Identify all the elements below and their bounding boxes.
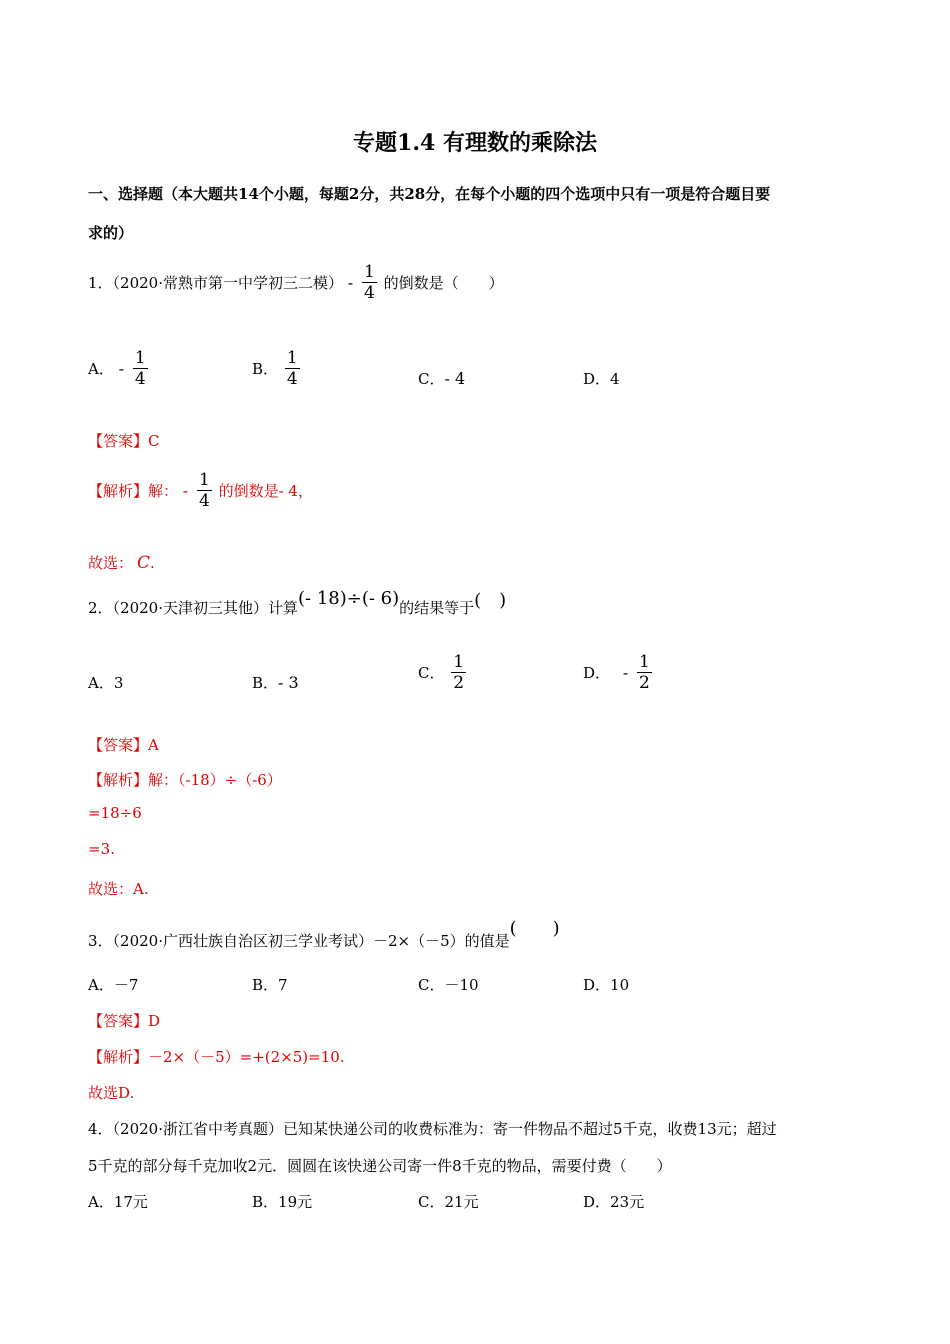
q1-option-a <box>88 348 150 389</box>
option-fraction <box>133 348 148 389</box>
q4-option-a: A．17元 <box>88 1193 148 1211</box>
fraction-numerator: 1 <box>198 470 210 490</box>
question-4-line-1: 4．（2020·浙江省中考真题）已知某快递公司的收费标准为：寄一件物品不超过5千克，收费13元；超过 <box>88 1120 777 1138</box>
question-1 <box>88 262 504 303</box>
fraction-denominator: 4 <box>198 491 210 511</box>
q1-option-b <box>252 348 302 389</box>
page-title: 专题1.4 有理数的乘除法 <box>353 130 597 156</box>
q3-option-a: A．－7 <box>88 976 139 994</box>
fraction-numerator: 1 <box>453 652 465 672</box>
q3-analysis: 【解析】－2×（－5）=+(2×5)=10. <box>88 1048 345 1066</box>
q1-answer: 【答案】C <box>88 432 160 450</box>
q2-analysis: 【解析】解：（-18）÷（-6） <box>88 771 282 789</box>
conclusion-label: 故选： <box>88 554 134 572</box>
q4-option-c: C．21元 <box>418 1193 479 1211</box>
q2-option-d <box>583 652 654 693</box>
analysis-label: 【解析】解： <box>88 482 179 500</box>
fraction-numerator: 1 <box>134 348 146 368</box>
question-2-expression: (- 18)÷(- 6) <box>298 588 400 609</box>
q3-option-c: C．－10 <box>418 976 479 994</box>
q2-option-c <box>418 652 468 693</box>
question-1-suffix: 的倒数是（ ） <box>383 274 504 292</box>
q2-answer: 【答案】A <box>88 736 159 754</box>
question-2-prefix: 2．（2020·天津初三其他）计算 <box>88 599 298 617</box>
option-label: D． <box>583 664 611 682</box>
option-fraction <box>285 348 300 389</box>
option-label: B． <box>252 674 279 692</box>
q1-option-c <box>418 368 465 389</box>
q2-option-b <box>252 672 299 693</box>
q2-step-2: =3. <box>88 840 115 858</box>
fraction-denominator: 2 <box>639 673 650 693</box>
q4-option-d: D．23元 <box>583 1193 645 1211</box>
question-1-neg: - <box>347 273 354 292</box>
question-3 <box>88 918 560 952</box>
conclusion-end: . <box>150 554 155 572</box>
analysis-text: 的倒数是- 4， <box>218 482 313 500</box>
fraction-denominator: 4 <box>134 369 146 389</box>
option-label: A． <box>88 360 114 378</box>
q4-option-b: B．19元 <box>252 1193 313 1211</box>
option-fraction <box>637 652 652 693</box>
option-label: B． <box>252 360 279 378</box>
section-heading-cont: 求的） <box>88 224 134 242</box>
option-value: - 3 <box>278 673 299 692</box>
option-label: C． <box>418 664 445 682</box>
fraction-denominator: 4 <box>286 369 298 389</box>
question-2-paren: ( ) <box>474 590 507 611</box>
conclusion-value: C <box>137 553 151 573</box>
q3-option-b: B．7 <box>252 976 288 994</box>
q2-step-1: =18÷6 <box>88 804 142 822</box>
analysis-neg: - <box>182 481 189 500</box>
option-neg: - <box>622 663 629 682</box>
q2-conclusion: 故选：A. <box>88 880 149 898</box>
q1-analysis <box>88 470 313 511</box>
question-2-suffix: 的结果等于 <box>399 599 475 617</box>
fraction-numerator: 1 <box>286 348 298 368</box>
q1-conclusion <box>88 552 155 573</box>
question-3-prefix: 3．（2020·广西壮族自治区初三学业考试）－2×（－5）的值是 <box>88 932 510 950</box>
option-neg: - <box>118 359 125 378</box>
q3-answer: 【答案】D <box>88 1012 161 1030</box>
q3-conclusion: 故选D. <box>88 1084 135 1102</box>
option-label: C． <box>418 370 445 388</box>
fraction-denominator: 2 <box>453 673 465 693</box>
option-fraction <box>451 652 466 693</box>
option-value: - 4 <box>444 369 466 388</box>
question-2 <box>88 588 507 618</box>
fraction-denominator: 4 <box>363 283 375 303</box>
fraction-numerator: 1 <box>363 262 375 282</box>
q1-option-d: D．4 <box>583 370 620 388</box>
q2-option-a: A．3 <box>88 674 124 692</box>
fraction-numerator: 1 <box>639 652 650 672</box>
q3-option-d: D．10 <box>583 976 630 994</box>
section-heading: 一、选择题（本大题共14个小题，每题2分，共28分，在每个小题的四个选项中只有一项是符合题目要 <box>88 185 771 203</box>
question-4-line-2: 5千克的部分每千克加收2元．圆圆在该快递公司寄一件8千克的物品，需要付费（ ） <box>88 1157 672 1175</box>
question-1-fraction <box>362 262 377 303</box>
question-1-prefix: 1．（2020·常熟市第一中学初三二模） <box>88 274 343 292</box>
analysis-fraction <box>197 470 212 511</box>
question-3-paren: ( ) <box>509 918 560 939</box>
